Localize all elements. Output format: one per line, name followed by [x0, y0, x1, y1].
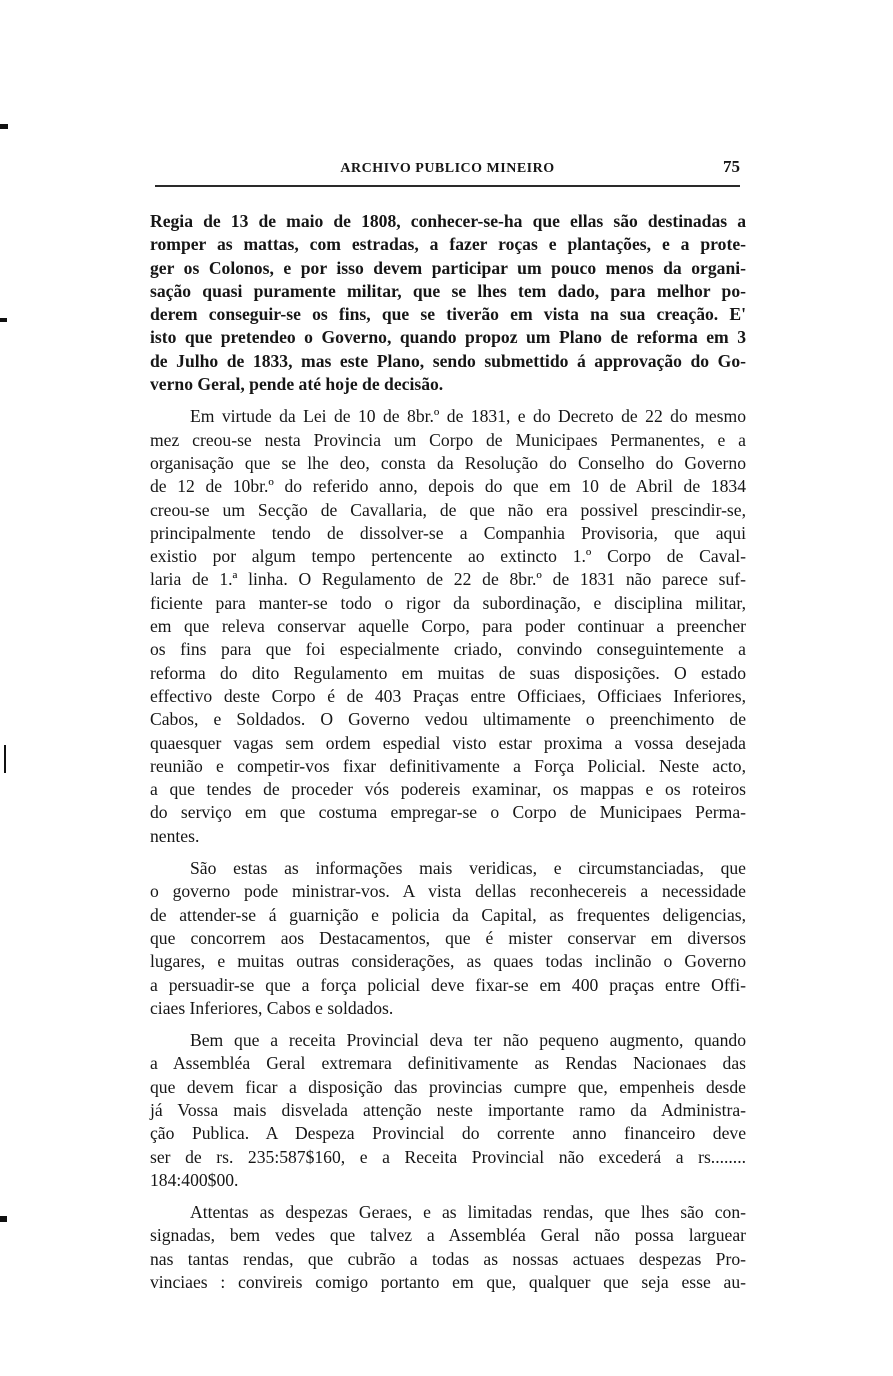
- text-line: do serviço em que costuma empregar-se o Corpo de Municipaes Perma-: [150, 802, 746, 823]
- text-line: a persuadir-se que a força policial deve fixar-se em 400 praças entre Offi-: [150, 974, 746, 995]
- scan-mark: [4, 745, 6, 773]
- header-rule: [155, 185, 740, 187]
- text-line: sação quasi puramente militar, que se lhes tem dado, para melhor po-: [150, 280, 746, 301]
- text-line: de Julho de 1833, mas este Plano, sendo submettido á approvação do Go-: [150, 350, 746, 371]
- page-number: 75: [723, 157, 740, 176]
- text-line: laria de 1.ª linha. O Regulamento de 22 de 8br.º de 1831 não parece suf-: [150, 569, 746, 590]
- text-line: ger os Colonos, e por isso devem participar um pouco menos da organi-: [150, 257, 746, 278]
- text-line: lugares, e muitas outras considerações, as quaes todas inclinão o Governo: [150, 951, 746, 972]
- text-line: a que tendes de proceder vós podereis examinar, os mappas e os roteiros: [150, 779, 746, 800]
- text-line: effectivo deste Corpo é de 403 Praças entre Officiaes, Officiaes Inferiores,: [150, 685, 746, 706]
- paragraph: [150, 1029, 746, 1192]
- text-line: mez creou-se nesta Provincia um Corpo de Municipaes Permanentes, e a: [150, 429, 746, 450]
- text-line: 184:400$00.: [150, 1169, 239, 1190]
- text-line: a Assembléa Geral extremara definitivamente as Rendas Nacionaes das: [150, 1053, 746, 1074]
- text-line: os fins para que foi especialmente criado, convindo conseguintemente a: [150, 639, 746, 660]
- text-line: São estas as informações mais veridicas, e circumstanciadas, que: [190, 858, 746, 879]
- text-line: nentes.: [150, 825, 200, 846]
- text-line: de 12 de 10br.º do referido anno, depois do que em 10 de Abril de 1834: [150, 476, 746, 497]
- text-line: ção Publica. A Despeza Provincial do corrente anno financeiro deve: [150, 1123, 746, 1144]
- text-line: Bem que a receita Provincial deva ter não pequeno augmento, quando: [190, 1030, 746, 1051]
- text-line: signadas, bem vedes que talvez a Assembléa Geral não possa larguear: [150, 1225, 746, 1246]
- scan-mark: [0, 318, 7, 322]
- text-line: existio por algum tempo pertencente ao extincto 1.º Corpo de Caval-: [150, 546, 746, 567]
- text-line: isto que pretendeo o Governo, quando propoz um Plano de reforma em 3: [150, 327, 746, 348]
- text-line: em que releva conservar aquelle Corpo, para poder continuar a preencher: [150, 616, 746, 637]
- text-line: Cabos, e Soldados. O Governo vedou ultimamente o preenchimento de: [150, 709, 746, 730]
- text-line: Regia de 13 de maio de 1808, conhecer-se-ha que ellas são destinadas a: [150, 211, 746, 231]
- scan-mark: [0, 124, 8, 129]
- text-line: já Vossa mais disvelada attenção neste importante ramo da Administra-: [150, 1099, 746, 1120]
- text-line: de attender-se á guarnição e policia da Capital, as frequentes deligencias,: [150, 904, 746, 925]
- text-line: ser de rs. 235:587$160, e a Receita Provincial não excederá a rs........: [150, 1146, 746, 1167]
- paragraph: [150, 405, 746, 848]
- text-line: nas tantas rendas, que cubrão a todas as nossas actuaes despezas Pro-: [150, 1248, 746, 1269]
- text-line: reunião e competir-vos fixar definitivamente a Força Policial. Neste acto,: [150, 755, 746, 776]
- text-line: verno Geral, pende até hoje de decisão.: [150, 374, 444, 395]
- text-line: derem conseguir-se os fins, que se tiverão em vista na sua creação. E': [150, 304, 746, 325]
- text-line: creou-se um Secção de Cavallaria, de que não era possivel prescindir-se,: [150, 499, 746, 520]
- body-text: [150, 210, 746, 1303]
- paragraph: [150, 210, 746, 396]
- text-line: ficiente para manter-se todo o rigor da subordinação, e disciplina militar,: [150, 592, 746, 613]
- text-line: vinciaes : convireis comigo portanto em que, qualquer que seja esse au-: [150, 1272, 746, 1293]
- scan-mark: [0, 1216, 7, 1222]
- text-line: reforma do dito Regulamento em muitas de suas disposições. O estado: [150, 662, 746, 683]
- text-line: romper as mattas, com estradas, a fazer roças e plantações, e a prote-: [150, 234, 746, 255]
- text-line: principalmente tendo de dissolver-se a Companhia Provisoria, que aqui: [150, 522, 746, 543]
- text-line: que concorrem aos Destacamentos, que é mister conservar em diversos: [150, 927, 746, 948]
- running-head: ARCHIVO PUBLICO MINEIRO: [340, 161, 555, 176]
- text-line: organisação que se lhe deo, consta da Resolução do Conselho do Governo: [150, 452, 746, 473]
- text-line: que devem ficar a disposição das provincias cumpre que, empenheis desde: [150, 1076, 746, 1097]
- text-line: ciaes Inferiores, Cabos e soldados.: [150, 997, 394, 1018]
- paragraph: [150, 857, 746, 1020]
- text-line: Em virtude da Lei de 10 de 8br.º de 1831, e do Decreto de 22 do mesmo: [190, 406, 746, 427]
- page-header: [155, 157, 740, 181]
- text-line: o governo pode ministrar-vos. A vista dellas reconhecereis a necessidade: [150, 881, 746, 902]
- text-line: quaesquer vagas sem ordem espedial visto estar proxima a vossa desejada: [150, 732, 746, 753]
- text-line: Attentas as despezas Geraes, e as limitadas rendas, que lhes são con-: [190, 1202, 746, 1223]
- paragraph: [150, 1201, 746, 1294]
